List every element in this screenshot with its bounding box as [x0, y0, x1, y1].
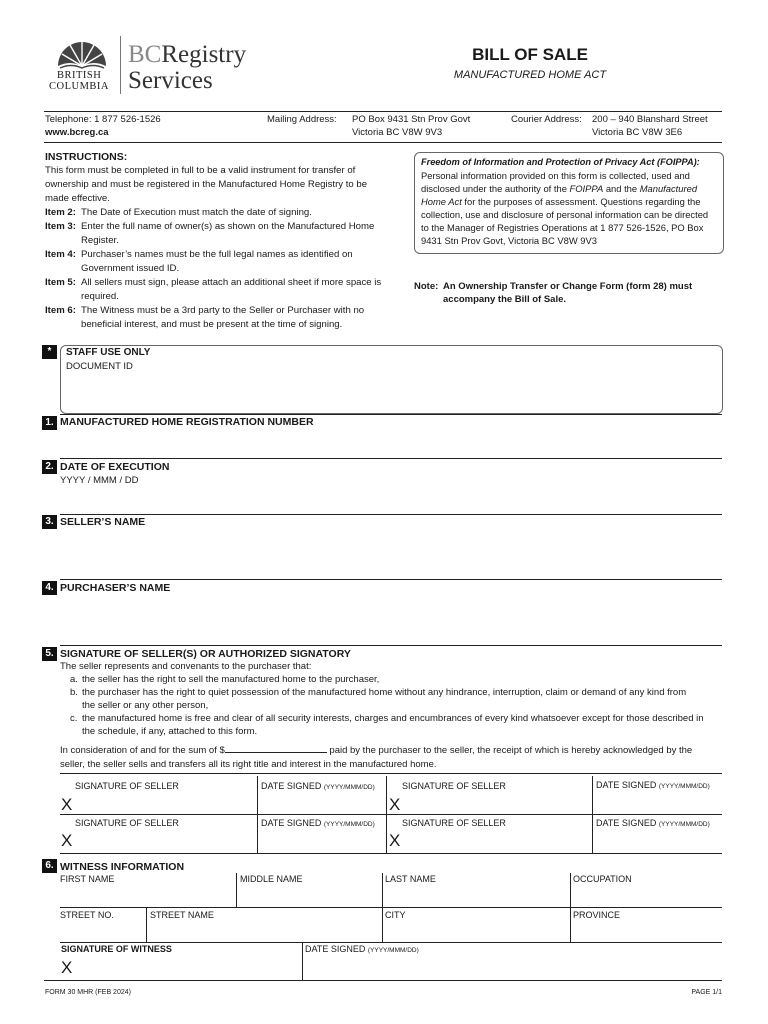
first-name-label: FIRST NAME — [60, 874, 115, 884]
seller-signature-field[interactable]: X — [61, 831, 73, 850]
signature-divider — [257, 776, 258, 814]
logo-province-line1: BRITISH — [57, 70, 102, 81]
instructions-intro: This form must be completed in full to be a valid instrument for transfer of ownership and must be registered in the Manufactured Home Registry to be made effective. — [45, 165, 368, 204]
logo-bc: BC — [128, 41, 162, 68]
instructions-heading: INSTRUCTIONS: — [45, 151, 128, 163]
signature-divider — [592, 815, 593, 853]
date-signed-label: DATE SIGNED (YYYY/MMM/DD) — [261, 781, 375, 791]
witness-info-label: WITNESS INFORMATION — [60, 861, 185, 873]
seller-covenants: The seller represents and convenants to the purchaser that: a. the seller has the right to sell the manufactured home to the purchaser, b. the purchaser has the right to quiet possession of the manufactured home without any hindrance, interruption, claim or demand of any kind from the seller or any other person, c. the manufactured home is free and clear of all security interests, charges and encumbrances of every kind whatsoever except for those described in the schedule, if any, attached to this form. — [60, 661, 704, 737]
date-signed-label: DATE SIGNED (YYYY/MMM/DD) — [596, 818, 710, 828]
note-line1: An Ownership Transfer or Change Form (form 28) must — [443, 281, 693, 292]
section-number: 2. — [42, 460, 57, 474]
field-divider — [382, 908, 383, 942]
section-number: 5. — [42, 647, 57, 661]
seller-signature-field[interactable]: X — [389, 831, 401, 850]
section-number: 4. — [42, 581, 57, 595]
date-signed-label: DATE SIGNED (YYYY/MMM/DD) — [596, 780, 710, 790]
instruction-item: Item 5: All sellers must sign, please attach an additional sheet if more space is required. — [45, 277, 382, 302]
signature-table-rule — [60, 773, 722, 774]
courier-line1: 200 – 940 Blanshard Street — [592, 114, 708, 125]
province-label: PROVINCE — [573, 910, 621, 920]
instruction-item: Item 4: Purchaser’s names must be the full legal names as identified on Government issued ID. — [45, 249, 353, 274]
staff-use-box — [60, 345, 723, 414]
logo-divider — [120, 36, 121, 94]
date-of-execution-label: DATE OF EXECUTION — [60, 461, 170, 473]
section-rule — [60, 514, 722, 515]
logo-wordmark — [128, 42, 246, 94]
website-link[interactable]: www.bcreg.ca — [45, 127, 109, 138]
street-name-label: STREET NAME — [150, 910, 214, 920]
form-subtitle: MANUFACTURED HOME ACT — [453, 69, 607, 81]
instructions — [45, 151, 390, 332]
signature-row-rule — [60, 814, 722, 815]
sellers-name-label: SELLER’S NAME — [60, 516, 146, 528]
seller-signature-label: SIGNATURE OF SELLER — [402, 818, 506, 828]
field-divider — [146, 908, 147, 942]
signature-row-rule — [60, 853, 722, 854]
purchasers-name-label: PURCHASER’S NAME — [60, 582, 171, 594]
street-no-label: STREET NO. — [60, 910, 114, 920]
field-row-rule — [60, 907, 722, 908]
witness-signature-label: SIGNATURE OF WITNESS — [61, 944, 172, 954]
logo-services: Services — [128, 67, 213, 94]
field-divider — [302, 943, 303, 980]
foippa-heading: Freedom of Information and Protection of Privacy Act (FOIPPA): — [421, 157, 700, 167]
staff-heading: STAFF USE ONLY — [66, 347, 151, 358]
consideration-text: In consideration of and for the sum of $ paid by the purchaser to the seller, the receipt of which is hereby acknowledged by the seller, the seller sells and transfers all its right title and interest in the manufactured home. — [60, 742, 720, 772]
middle-name-label: MIDDLE NAME — [240, 874, 303, 884]
occupation-label: OCCUPATION — [573, 874, 632, 884]
sale-amount-input[interactable] — [225, 742, 327, 753]
telephone: Telephone: 1 877 526-1526 — [45, 114, 161, 125]
seller-signature-field[interactable]: X — [61, 795, 73, 814]
logo-province-line2: COLUMBIA — [49, 81, 110, 92]
bc-sun-logo-icon — [56, 36, 108, 72]
date-format-hint: YYYY / MMM / DD — [60, 475, 139, 486]
signature-divider — [592, 776, 593, 814]
registration-number-label: MANUFACTURED HOME REGISTRATION NUMBER — [60, 416, 314, 428]
section-number: 3. — [42, 515, 57, 529]
field-divider — [570, 873, 571, 907]
signature-divider — [386, 776, 387, 814]
mailing-line2: Victoria BC V8W 9V3 — [352, 127, 443, 138]
section-number: 6. — [42, 859, 57, 873]
document-id-label: DOCUMENT ID — [66, 361, 133, 372]
seller-signature-label: SIGNATURE OF SELLER — [402, 781, 506, 791]
staff-marker: * — [42, 345, 57, 359]
section-number: 1. — [42, 416, 57, 430]
logo-registry: Registry — [161, 41, 247, 68]
note-line2: accompany the Bill of Sale. — [443, 294, 567, 305]
mailing-line1: PO Box 9431 Stn Prov Govt — [352, 114, 471, 125]
note-label: Note: — [414, 281, 439, 292]
seller-signature-label: SIGNATURE OF SELLER — [75, 818, 179, 828]
instruction-item: Item 3: Enter the full name of owner(s) as shown on the Manufactured Home Register. — [45, 221, 375, 246]
courier-label: Courier Address: — [511, 114, 582, 125]
form-title: BILL OF SALE — [472, 45, 588, 64]
witness-signature-field[interactable]: X — [61, 958, 73, 977]
seller-signature-field[interactable]: X — [389, 795, 401, 814]
instruction-item: Item 6: The Witness must be a 3rd party to the Seller or Purchaser with no beneficial interest, and must be present at the time of signing. — [45, 305, 365, 330]
header-rule — [44, 111, 722, 112]
contact-rule — [44, 142, 722, 143]
section-rule — [60, 579, 722, 580]
section-rule — [60, 414, 722, 415]
signature-section-label: SIGNATURE OF SELLER(S) OR AUTHORIZED SIGNATORY — [60, 648, 351, 660]
last-name-label: LAST NAME — [385, 874, 436, 884]
field-divider — [570, 908, 571, 942]
city-label: CITY — [385, 910, 406, 920]
mailing-label: Mailing Address: — [267, 114, 337, 125]
foippa-notice: Freedom of Information and Protection of Privacy Act (FOIPPA): Personal information provided on this form is collected, used and disclosed under the authority of the FOIPPA and the Manufactured Home Act for the purposes of assessment. Questions regarding the collection, use and disclosure of personal information can be directed to the Manager of Registries Operations at 1 877 526-1526, PO Box 9431 Stn Prov Govt, Victoria BC V8W 9V3 — [414, 152, 724, 254]
page-number: PAGE 1/1 — [691, 989, 722, 996]
signature-divider — [257, 815, 258, 853]
date-signed-label: DATE SIGNED (YYYY/MMM/DD) — [261, 818, 375, 828]
witness-date-signed-label: DATE SIGNED (YYYY/MMM/DD) — [305, 944, 419, 954]
section-rule — [60, 645, 722, 646]
field-row-rule — [60, 942, 722, 943]
signature-divider — [386, 815, 387, 853]
courier-line2: Victoria BC V8W 3E6 — [592, 127, 683, 138]
seller-signature-label: SIGNATURE OF SELLER — [75, 781, 179, 791]
form-number: FORM 30 MHR (FEB 2024) — [45, 989, 131, 996]
instruction-item: Item 2: The Date of Execution must match the date of signing. — [45, 207, 312, 218]
footer-rule — [44, 980, 722, 981]
field-divider — [382, 873, 383, 907]
field-divider — [236, 873, 237, 907]
section-rule — [60, 458, 722, 459]
